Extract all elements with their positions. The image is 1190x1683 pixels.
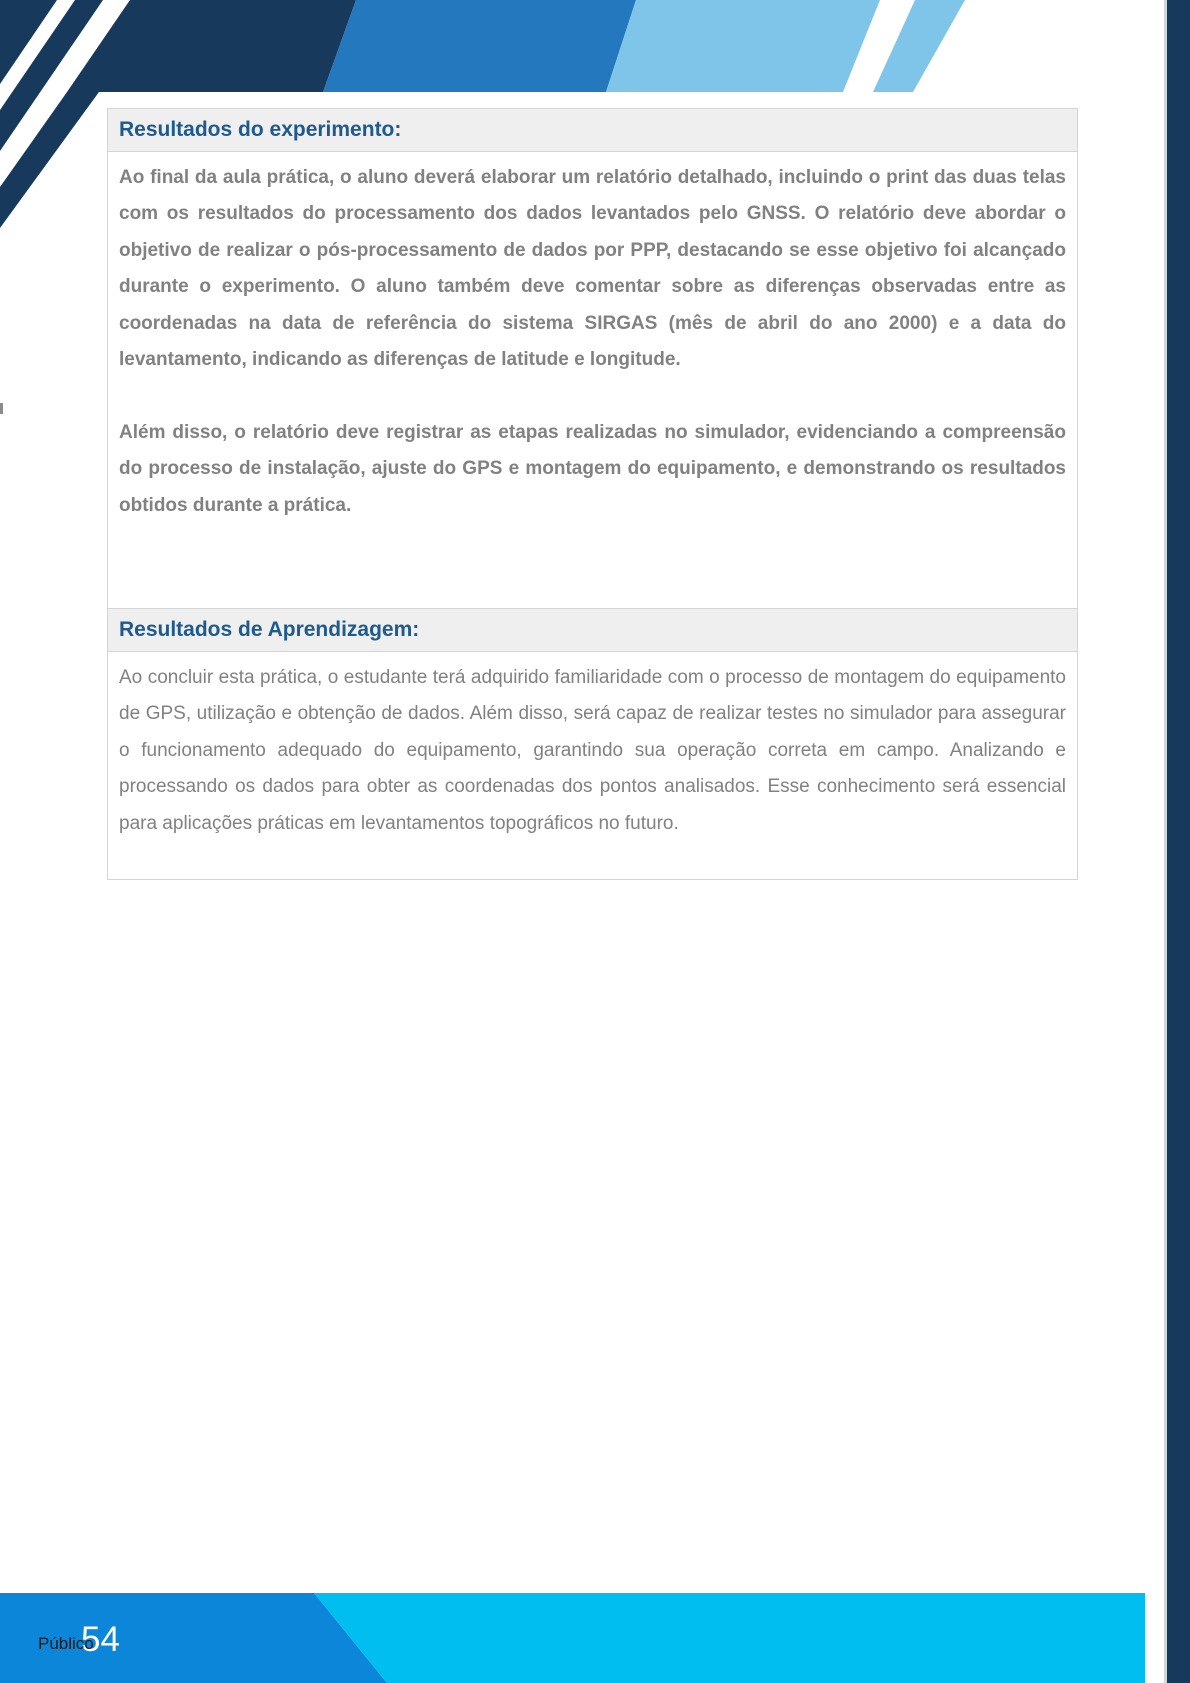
- banner-medium-blue-band: [323, 0, 636, 92]
- banner-light-blue-band: [606, 0, 880, 92]
- classification-label: Público: [38, 1634, 94, 1653]
- paragraph: Ao final da aula prática, o aluno deverá elaborar um relatório detalhado, incluindo o print das duas telas com os resultados do processamento dos dados levantados pelo GNSS. O relatório deve abordar o objetivo de realizar o pós-processamento de dados por PPP, destacando se esse objetivo foi alcançado durante o experimento. O aluno também deve comentar sobre as diferenças observadas entre as coordenadas na data de referência do sistema SIRGAS (mês de abril do ano 2000) e a data do levantamento, indicando as diferenças de latitude e longitude.: [119, 167, 1066, 371]
- paragraph: Ao concluir esta prática, o estudante terá adquirido familiaridade com o processo de montagem do equipamento de GPS, utilização e obtenção de dados. Além disso, será capaz de realizar testes no simulador para assegurar o funcionamento adequado do equipamento, garantindo sua operação correta em campo. Analizando e processando os dados para obter as coordenadas dos pontos analisados. Esse conhecimento será essencial para aplicações práticas em levantamentos topográficos no futuro.: [119, 667, 1066, 834]
- section-body-experiment-results: [108, 152, 1077, 609]
- right-navy-band: [1167, 0, 1190, 1683]
- section-header-experiment-results: Resultados do experimento:: [108, 109, 1077, 152]
- section-header-learning-results: Resultados de Aprendizagem:: [108, 609, 1077, 652]
- page-number: 54: [81, 1620, 120, 1659]
- footer-cyan-band: [314, 1593, 1145, 1683]
- left-edge-mark: [0, 403, 3, 414]
- bottom-banner-decoration: [0, 1593, 1190, 1683]
- results-table: [107, 108, 1078, 880]
- section-body-learning-results: [108, 652, 1077, 879]
- paragraph: Além disso, o relatório deve registrar as etapas realizadas no simulador, evidenciando a compreensão do processo de instalação, ajuste do GPS e montagem do equipamento, e demonstrando os resultados obtidos durante a prática.: [119, 421, 1066, 516]
- banner-light-blue-stripe: [873, 0, 965, 92]
- banner-navy-band: [67, 0, 356, 92]
